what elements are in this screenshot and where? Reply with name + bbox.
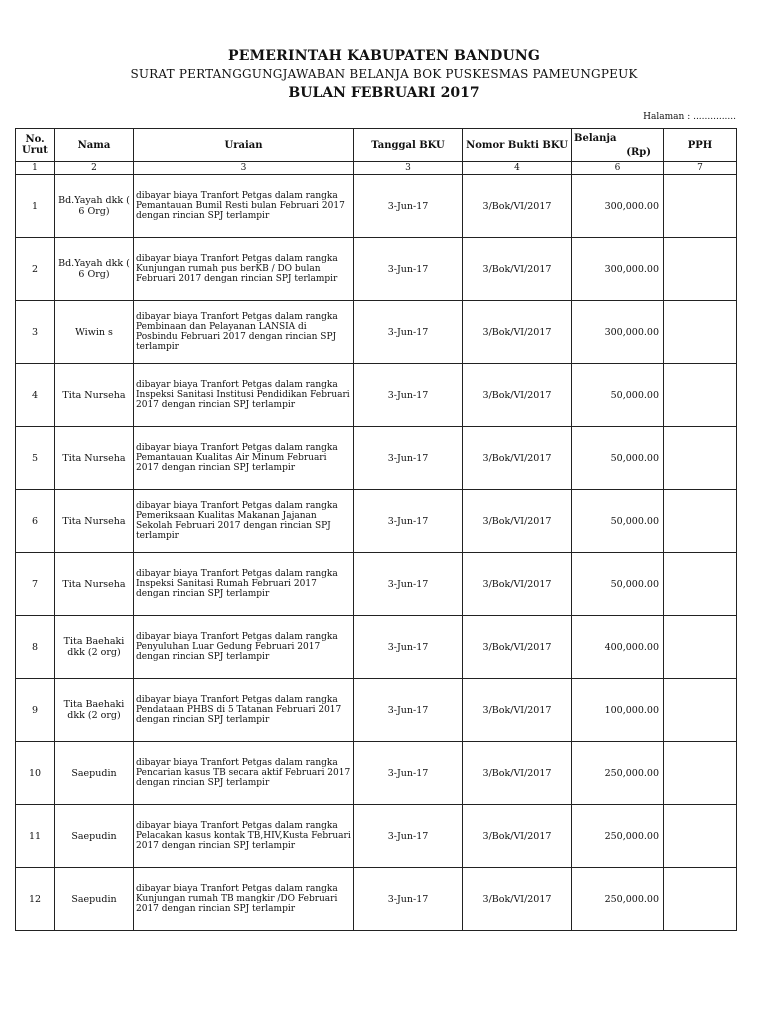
cell-uraian: dibayar biaya Tranfort Petgas dalam rangka Pembinaan dan Pelayanan LANSIA di Posbindu Februari 2017 dengan rincian SPJ terlampir (134, 301, 354, 364)
col-header-uraian: Uraian (134, 129, 354, 162)
table-row (16, 742, 737, 805)
cell-pph (664, 868, 737, 931)
cell-tanggal: 3-Jun-17 (354, 301, 463, 364)
cell-nama: Tita Nurseha (55, 553, 134, 616)
spj-table (15, 128, 737, 931)
col-number: 3 (354, 162, 463, 175)
cell-uraian: dibayar biaya Tranfort Petgas dalam rangka Kunjungan rumah TB mangkir /DO Februari 2017 dengan rincian SPJ terlampir (134, 868, 354, 931)
cell-pph (664, 805, 737, 868)
cell-tanggal: 3-Jun-17 (354, 490, 463, 553)
table-row (16, 868, 737, 931)
cell-no: 9 (16, 679, 55, 742)
col-number: 6 (572, 162, 664, 175)
cell-belanja: 50,000.00 (572, 490, 664, 553)
cell-nomor: 3/Bok/VI/2017 (463, 805, 572, 868)
col-header-pph: PPH (664, 129, 737, 162)
cell-uraian: dibayar biaya Tranfort Petgas dalam rangka Inspeksi Sanitasi Institusi Pendidikan Februari 2017 dengan rincian SPJ terlampir (134, 364, 354, 427)
cell-uraian: dibayar biaya Tranfort Petgas dalam rangka Penyuluhan Luar Gedung Februari 2017 dengan rincian SPJ terlampir (134, 616, 354, 679)
cell-uraian: dibayar biaya Tranfort Petgas dalam rangka Pemantauan Bumil Resti bulan Februari 2017 dengan rincian SPJ terlampir (134, 175, 354, 238)
cell-belanja: 50,000.00 (572, 364, 664, 427)
col-number: 2 (55, 162, 134, 175)
col-header-nomor: Nomor Bukti BKU (463, 129, 572, 162)
cell-belanja: 400,000.00 (572, 616, 664, 679)
cell-nomor: 3/Bok/VI/2017 (463, 616, 572, 679)
cell-pph (664, 301, 737, 364)
cell-no: 1 (16, 175, 55, 238)
cell-nomor: 3/Bok/VI/2017 (463, 364, 572, 427)
cell-tanggal: 3-Jun-17 (354, 742, 463, 805)
document-subtitle: SURAT PERTANGGUNGJAWABAN BELANJA BOK PUSKESMAS PAMEUNGPEUK (130, 67, 638, 81)
cell-nomor: 3/Bok/VI/2017 (463, 238, 572, 301)
cell-belanja: 250,000.00 (572, 868, 664, 931)
cell-nomor: 3/Bok/VI/2017 (463, 490, 572, 553)
cell-tanggal: 3-Jun-17 (354, 175, 463, 238)
table-row (16, 364, 737, 427)
cell-uraian: dibayar biaya Tranfort Petgas dalam rangka Pencarian kasus TB secara aktif Februari 2017 dengan rincian SPJ terlampir (134, 742, 354, 805)
col-number: 1 (16, 162, 55, 175)
cell-belanja: 250,000.00 (572, 805, 664, 868)
cell-nama: Saepudin (55, 868, 134, 931)
cell-nama: Bd.Yayah dkk ( 6 Org) (55, 175, 134, 238)
table-row (16, 553, 737, 616)
cell-belanja: 300,000.00 (572, 238, 664, 301)
table-row (16, 238, 737, 301)
cell-no: 2 (16, 238, 55, 301)
cell-no: 11 (16, 805, 55, 868)
cell-nomor: 3/Bok/VI/2017 (463, 175, 572, 238)
cell-tanggal: 3-Jun-17 (354, 805, 463, 868)
cell-no: 5 (16, 427, 55, 490)
cell-tanggal: 3-Jun-17 (354, 868, 463, 931)
table-row (16, 805, 737, 868)
cell-nomor: 3/Bok/VI/2017 (463, 553, 572, 616)
cell-nomor: 3/Bok/VI/2017 (463, 301, 572, 364)
table-row (16, 616, 737, 679)
col-header-belanja-unit: (Rp) (626, 147, 651, 158)
col-number: 4 (463, 162, 572, 175)
column-number-row (16, 162, 737, 175)
cell-belanja: 300,000.00 (572, 175, 664, 238)
cell-pph (664, 616, 737, 679)
cell-pph (664, 490, 737, 553)
page-number-label: Halaman : ............... (643, 112, 736, 122)
cell-belanja: 50,000.00 (572, 553, 664, 616)
cell-pph (664, 175, 737, 238)
cell-no: 7 (16, 553, 55, 616)
cell-belanja: 250,000.00 (572, 742, 664, 805)
col-header-belanja-label: Belanja (574, 133, 617, 144)
cell-nama: Tita Baehaki dkk (2 org) (55, 679, 134, 742)
cell-nomor: 3/Bok/VI/2017 (463, 742, 572, 805)
col-header-belanja (572, 129, 664, 162)
table-row (16, 301, 737, 364)
cell-pph (664, 427, 737, 490)
cell-tanggal: 3-Jun-17 (354, 679, 463, 742)
cell-nama: Saepudin (55, 805, 134, 868)
cell-uraian: dibayar biaya Tranfort Petgas dalam rangka Pendataan PHBS di 5 Tatanan Februari 2017 dengan rincian SPJ terlampir (134, 679, 354, 742)
cell-nama: Tita Nurseha (55, 490, 134, 553)
table-row (16, 490, 737, 553)
table-row (16, 175, 737, 238)
table-header-row (16, 129, 737, 162)
document-period: BULAN FEBRUARI 2017 (288, 85, 480, 101)
table-row (16, 679, 737, 742)
cell-tanggal: 3-Jun-17 (354, 553, 463, 616)
cell-no: 6 (16, 490, 55, 553)
col-header-nama: Nama (55, 129, 134, 162)
col-header-no: No. Urut (16, 129, 55, 162)
col-number: 7 (664, 162, 737, 175)
cell-belanja: 300,000.00 (572, 301, 664, 364)
document-title: PEMERINTAH KABUPATEN BANDUNG (227, 48, 541, 64)
cell-tanggal: 3-Jun-17 (354, 364, 463, 427)
col-number: 3 (134, 162, 354, 175)
cell-no: 3 (16, 301, 55, 364)
cell-no: 4 (16, 364, 55, 427)
cell-uraian: dibayar biaya Tranfort Petgas dalam rangka Pemantauan Kualitas Air Minum Februari 2017 dengan rincian SPJ terlampir (134, 427, 354, 490)
cell-no: 8 (16, 616, 55, 679)
cell-nama: Tita Nurseha (55, 427, 134, 490)
cell-nomor: 3/Bok/VI/2017 (463, 427, 572, 490)
cell-nama: Tita Baehaki dkk (2 org) (55, 616, 134, 679)
cell-uraian: dibayar biaya Tranfort Petgas dalam rangka Pelacakan kasus kontak TB,HIV,Kusta Februari 2017 dengan rincian SPJ terlampir (134, 805, 354, 868)
cell-nama: Tita Nurseha (55, 364, 134, 427)
cell-nama: Saepudin (55, 742, 134, 805)
cell-uraian: dibayar biaya Tranfort Petgas dalam rangka Inspeksi Sanitasi Rumah Februari 2017 dengan rincian SPJ terlampir (134, 553, 354, 616)
cell-nomor: 3/Bok/VI/2017 (463, 868, 572, 931)
cell-nama: Wiwin s (55, 301, 134, 364)
cell-tanggal: 3-Jun-17 (354, 427, 463, 490)
cell-pph (664, 364, 737, 427)
cell-pph (664, 742, 737, 805)
cell-no: 10 (16, 742, 55, 805)
cell-tanggal: 3-Jun-17 (354, 616, 463, 679)
table-row (16, 427, 737, 490)
cell-pph (664, 238, 737, 301)
cell-pph (664, 679, 737, 742)
col-header-tanggal: Tanggal BKU (354, 129, 463, 162)
cell-tanggal: 3-Jun-17 (354, 238, 463, 301)
cell-uraian: dibayar biaya Tranfort Petgas dalam rangka Pemeriksaan Kualitas Makanan Jajanan Sekolah Februari 2017 dengan rincian SPJ terlampir (134, 490, 354, 553)
cell-nomor: 3/Bok/VI/2017 (463, 679, 572, 742)
cell-belanja: 50,000.00 (572, 427, 664, 490)
cell-no: 12 (16, 868, 55, 931)
cell-pph (664, 553, 737, 616)
cell-belanja: 100,000.00 (572, 679, 664, 742)
cell-uraian: dibayar biaya Tranfort Petgas dalam rangka Kunjungan rumah pus berKB / DO bulan Februari 2017 dengan rincian SPJ terlampir (134, 238, 354, 301)
cell-nama: Bd.Yayah dkk ( 6 Org) (55, 238, 134, 301)
